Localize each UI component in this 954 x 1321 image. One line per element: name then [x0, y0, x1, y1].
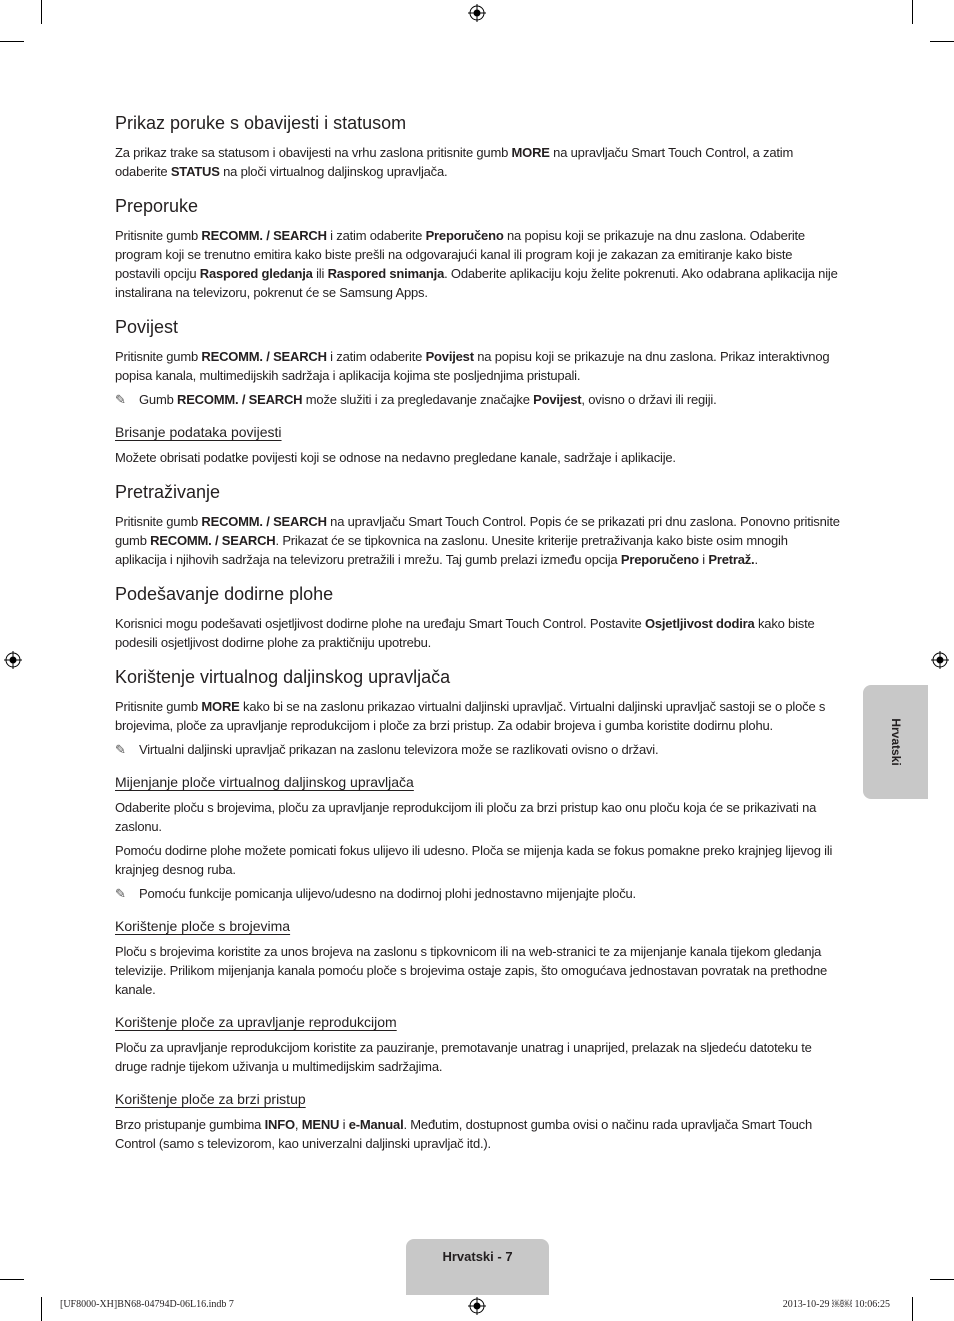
- crop-mark: [930, 1279, 954, 1280]
- text-run: Pritisnite gumb: [115, 228, 202, 243]
- text-run: na upravljaču Smart Touch Control. Popis će se prikazati pri dnu zaslona. Ponovno pritisnite gumb: [115, 514, 840, 548]
- subsection-heading-text: Korištenje ploče za upravljanje reprodukcijom: [115, 1014, 397, 1030]
- pencil-icon: ✎: [115, 392, 126, 407]
- subsection-heading-text: Brisanje podataka povijesti: [115, 424, 282, 440]
- section-heading: Pretraživanje: [115, 482, 221, 502]
- bold-term: STATUS: [170, 164, 220, 179]
- subsection: [115, 423, 840, 467]
- text-run: .: [754, 552, 758, 567]
- note-paragraph: [115, 740, 840, 759]
- text-run: na upravljaču Smart Touch Control, a zatim odaberite: [115, 145, 794, 179]
- text-run: Korisnici mogu podešavati osjetljivost dodirne plohe na uređaju Smart Touch Control. Postavite: [115, 616, 645, 631]
- crop-mark: [41, 0, 42, 24]
- bold-term: Pretraž.: [708, 552, 755, 567]
- note-paragraph: [115, 390, 840, 409]
- text-run: na popisu koji se prikazuje na dnu zaslona. Prikaz interaktivnog popisa kanala, multimedijskih sadržaja i aplikacija kojima ste posljednjima pristupali.: [115, 349, 830, 383]
- section: [115, 481, 840, 569]
- crop-mark: [0, 1279, 24, 1280]
- text-run: i zatim odaberite: [326, 228, 426, 243]
- text-run: Za prikaz trake sa statusom i obavijesti na vrhu zaslona pritisnite gumb: [115, 145, 512, 160]
- bold-term: MENU: [301, 1117, 340, 1132]
- document-body: [115, 112, 840, 1167]
- body-paragraph: [115, 614, 840, 652]
- section: [115, 666, 840, 1153]
- text-run: ,: [294, 1117, 302, 1132]
- registration-mark-icon: [468, 1297, 486, 1315]
- text-run: na ploči virtualnog daljinskog upravljača.: [219, 164, 448, 179]
- bold-term: Preporučeno: [620, 552, 699, 567]
- crop-mark: [0, 41, 24, 42]
- body-paragraph: [115, 143, 840, 181]
- bold-term: Raspored gledanja: [199, 266, 313, 281]
- bold-term: Preporučeno: [425, 228, 504, 243]
- subsection: [115, 773, 840, 903]
- text-run: . Međutim, dostupnost gumba ovisi o načinu rada upravljača Smart Touch Control (samo s televizorom, kao univerzalni daljinski upravljač itd.).: [115, 1117, 812, 1151]
- crop-mark: [912, 0, 913, 24]
- bold-term: Raspored snimanja: [327, 266, 445, 281]
- note-paragraph: [115, 884, 840, 903]
- subsection-heading: [115, 1013, 840, 1031]
- bold-term: Povijest: [425, 349, 474, 364]
- subsection-heading-text: Korištenje ploče za brzi pristup: [115, 1091, 306, 1107]
- registration-mark-icon: [4, 651, 22, 669]
- crop-mark: [930, 41, 954, 42]
- text-run: Virtualni daljinski upravljač prikazan na zaslonu televizora može se razlikovati ovisno o državi.: [139, 742, 659, 757]
- subsection-heading-text: Korištenje ploče s brojevima: [115, 918, 291, 934]
- text-run: . Prikazat će se tipkovnica na zaslonu. Unesite kriterije pretraživanja kako biste osim mnogih aplikacija i njihovih sadržaja na televizoru pretražili i mrežu. Taj gumb prelazi između opcija: [115, 533, 788, 567]
- section-heading: Korištenje virtualnog daljinskog upravljača: [115, 667, 451, 687]
- subsection: [115, 917, 840, 999]
- body-paragraph: [115, 226, 840, 302]
- subsection-heading-text: Mijenjanje ploče virtualnog daljinskog upravljača: [115, 774, 414, 790]
- text-run: Pritisnite gumb: [115, 514, 202, 529]
- subsection-heading: [115, 1090, 840, 1108]
- bold-term: RECOMM. / SEARCH: [201, 228, 327, 243]
- bold-term: RECOMM. / SEARCH: [201, 349, 327, 364]
- registration-mark-icon: [468, 4, 486, 22]
- body-paragraph: [115, 798, 840, 836]
- page-number-label: Hrvatski - 7: [442, 1249, 513, 1264]
- text-run: i zatim odaberite: [326, 349, 426, 364]
- subsection-heading: [115, 773, 840, 791]
- side-tab-label: Hrvatski: [888, 718, 903, 766]
- bold-term: MORE: [201, 699, 240, 714]
- text-run: može služiti i za pregledavanje značajke: [302, 392, 534, 407]
- registration-mark-icon: [931, 651, 949, 669]
- text-run: Možete obrisati podatke povijesti koji se odnose na nedavno pregledane kanale, sadržaje i aplikacije.: [115, 450, 676, 465]
- body-paragraph: [115, 697, 840, 735]
- body-paragraph: [115, 942, 840, 999]
- body-paragraph: [115, 347, 840, 385]
- text-run: . Odaberite aplikaciju koju želite pokrenuti. Ako odabrana aplikacija nije instalirana na televizoru, pokrenut će se Samsung Apps.: [115, 266, 838, 300]
- text-run: , ovisno o državi ili regiji.: [581, 392, 717, 407]
- body-paragraph: [115, 448, 840, 467]
- crop-mark: [912, 1297, 913, 1321]
- text-run: Pomoću dodirne plohe možete pomicati fokus ulijevo ili udesno. Ploča se mijenja kada se fokus pomakne preko krajnjeg lijevog ili krajnjeg desnog ruba.: [115, 843, 833, 877]
- bold-term: MORE: [511, 145, 550, 160]
- section-heading: Prikaz poruke s obavijesti i statusom: [115, 113, 407, 133]
- text-run: na popisu koji se prikazuje na dnu zaslona. Odaberite program koji se trenutno emitira kako biste prešli na odgovarajući kanal ili program koji je zakazan za emitiranje kako biste postavili opciju: [115, 228, 805, 281]
- subsection-heading: [115, 917, 840, 935]
- section: [115, 195, 840, 302]
- bold-term: RECOMM. / SEARCH: [177, 392, 303, 407]
- bold-term: RECOMM. / SEARCH: [150, 533, 276, 548]
- text-run: ili: [312, 266, 328, 281]
- bold-term: Povijest: [533, 392, 582, 407]
- text-run: Pomoću funkcije pomicanja ulijevo/udesno na dodirnoj plohi jednostavno mijenjajte ploču.: [139, 886, 636, 901]
- section: [115, 316, 840, 467]
- page-number-tab: [406, 1239, 549, 1295]
- pencil-icon: ✎: [115, 742, 126, 757]
- section: [115, 583, 840, 652]
- bold-term: INFO: [264, 1117, 295, 1132]
- subsection-heading: [115, 423, 840, 441]
- body-paragraph: [115, 841, 840, 879]
- section: [115, 112, 840, 181]
- text-run: Ploču za upravljanje reprodukcijom koristite za pauziranje, premotavanje unatrag i unaprijed, prelazak na sljedeću datoteku te druge radnje tijekom uživanja u multimedijskim sadržajima.: [115, 1040, 812, 1074]
- subsection: [115, 1090, 840, 1153]
- body-paragraph: [115, 1115, 840, 1153]
- text-run: Ploču s brojevima koristite za unos brojeva na zaslonu s tipkovnicom ili na web-stranici te za mijenjanje kanala tijekom gledanja televizije. Prilikom mijenjanja kanala pomoću ploče s brojevima ostaje zapis, što omogućava jednostavan povratak na prethodne kanale.: [115, 944, 828, 997]
- text-run: Pritisnite gumb: [115, 349, 202, 364]
- text-run: Odaberite ploču s brojevima, ploču za upravljanje reprodukcijom ili ploču za brzi pristup kao onu ploču koja će se prikazivati na zaslonu.: [115, 800, 817, 834]
- section-heading: Podešavanje dodirne plohe: [115, 584, 334, 604]
- subsection: [115, 1013, 840, 1076]
- pencil-icon: ✎: [115, 886, 126, 901]
- crop-mark: [41, 1297, 42, 1321]
- text-run: i: [698, 552, 709, 567]
- text-run: kako bi se na zaslonu prikazao virtualni daljinski upravljač. Virtualni daljinski upravljač sastoji se o ploče s brojevima, ploče za upravljanje reprodukcijom i ploče za brzi pristup. Za odabir brojeva i gumba koristite dodirnu plohu.: [115, 699, 826, 733]
- section-heading: Preporuke: [115, 196, 199, 216]
- language-side-tab: [863, 685, 928, 799]
- text-run: i: [339, 1117, 349, 1132]
- text-run: Brzo pristupanje gumbima: [115, 1117, 265, 1132]
- body-paragraph: [115, 512, 840, 569]
- section-heading: Povijest: [115, 317, 179, 337]
- bold-term: RECOMM. / SEARCH: [201, 514, 327, 529]
- text-run: Gumb: [139, 392, 178, 407]
- text-run: kako biste podesili osjetljivost dodirne plohe za praktičniju upotrebu.: [115, 616, 815, 650]
- bold-term: e-Manual: [348, 1117, 404, 1132]
- bold-term: Osjetljivost dodira: [644, 616, 755, 631]
- text-run: Pritisnite gumb: [115, 699, 202, 714]
- footer-timestamp: 2013-10-29 ￼￼ 10:06:25: [782, 1299, 890, 1310]
- body-paragraph: [115, 1038, 840, 1076]
- footer-file-info: [UF8000-XH]BN68-04794D-06L16.indb 7: [60, 1299, 234, 1310]
